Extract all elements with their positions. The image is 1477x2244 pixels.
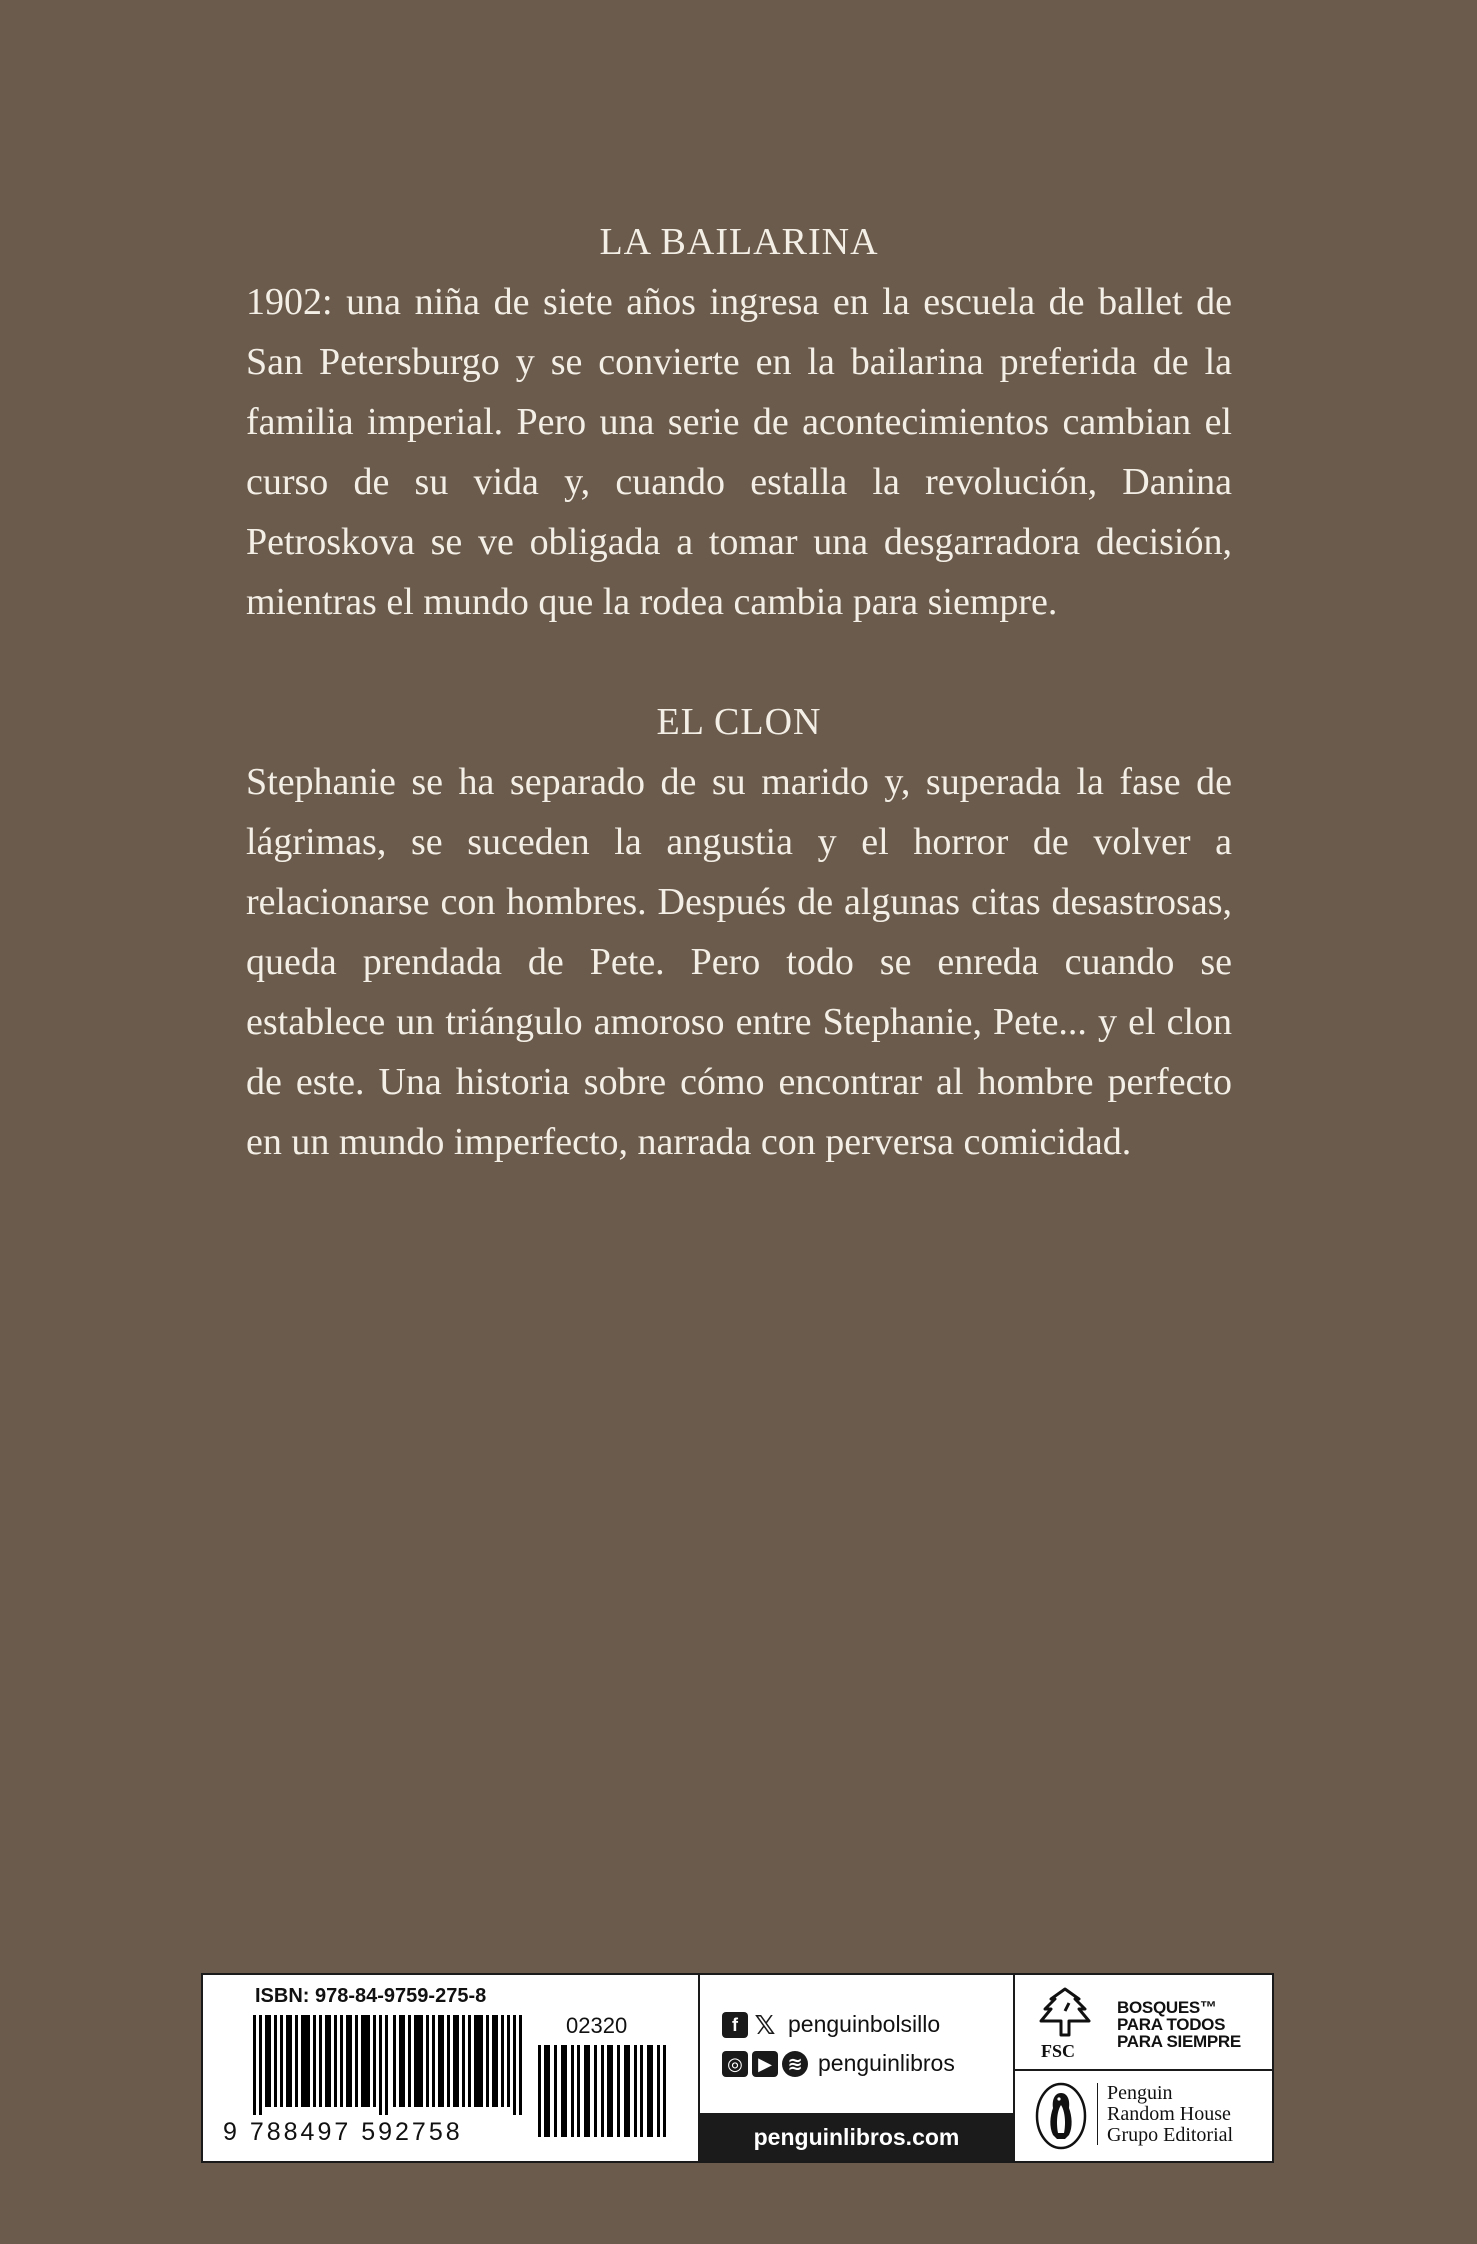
facebook-icon[interactable]: f: [722, 2012, 748, 2038]
logos-panel: [1015, 1975, 1272, 2161]
isbn-label: ISBN: 978-84-9759-275-8: [255, 1985, 487, 2007]
fsc-label: FSC: [1041, 2041, 1076, 2061]
section-synopsis: Stephanie se ha separado de su marido y, superada la fase de lágrimas, se suceden la angustia y el horror de volver a relacionarse con hombres. Después de algunas citas desastrosas, queda prendada de Pete. Pero todo se enreda cuando se establece un triángulo amoroso entre Stephanie, Pete... y el clon de este. Una historia sobre cómo encontrar al hombre perfecto en un mundo imperfecto, narrada con perversa comicidad.: [246, 761, 1232, 1163]
section-title: EL CLON: [656, 701, 822, 743]
barcode-digits: 9 788497 592758: [223, 2118, 463, 2146]
spotify-icon[interactable]: ≋: [782, 2051, 808, 2077]
publisher-logo: [1015, 2071, 1272, 2161]
publisher-name: Penguin Random House Grupo Editorial: [1107, 2082, 1234, 2146]
x-icon[interactable]: 𝕏: [754, 2009, 776, 2040]
penguin-icon: [1033, 2081, 1089, 2151]
social-handle[interactable]: penguinlibros: [818, 2050, 955, 2076]
section-el-clon: [246, 692, 1232, 1172]
fsc-tree-icon: [1035, 1985, 1095, 2041]
social-row-penguinbolsillo: [722, 2011, 940, 2038]
back-cover-info-box: [201, 1973, 1274, 2163]
social-handle[interactable]: penguinbolsillo: [788, 2011, 941, 2037]
social-row-penguinlibros: [722, 2050, 955, 2077]
ean-barcode: [253, 2015, 528, 2115]
section-title: LA BAILARINA: [599, 221, 879, 263]
section-synopsis: 1902: una niña de siete años ingresa en la escuela de ballet de San Petersburgo y se convierte en la bailarina preferida de la familia imperial. Pero una serie de acontecimientos cambian el curso de su vida y, cuando estalla la revolución, Danina Petroskova se ve obligada a tomar una desgarradora decisión, mientras el mundo que la rodea cambia para siempre.: [246, 281, 1232, 623]
barcode-panel: [203, 1975, 700, 2161]
website-link[interactable]: penguinlibros.com: [700, 2113, 1013, 2161]
section-la-bailarina: [246, 212, 1232, 632]
back-cover-text: [246, 212, 1232, 1172]
fsc-logo: [1015, 1975, 1272, 2071]
instagram-icon[interactable]: ◎: [722, 2051, 748, 2077]
price-code: 02320: [566, 2013, 628, 2038]
youtube-icon[interactable]: ▶: [752, 2051, 778, 2077]
social-panel: [700, 1975, 1015, 2161]
fsc-tagline: BOSQUES™ PARA TODOS PARA SIEMPRE: [1117, 1998, 1241, 2051]
publisher-divider: [1097, 2083, 1098, 2145]
price-addon-barcode: [538, 2045, 668, 2137]
